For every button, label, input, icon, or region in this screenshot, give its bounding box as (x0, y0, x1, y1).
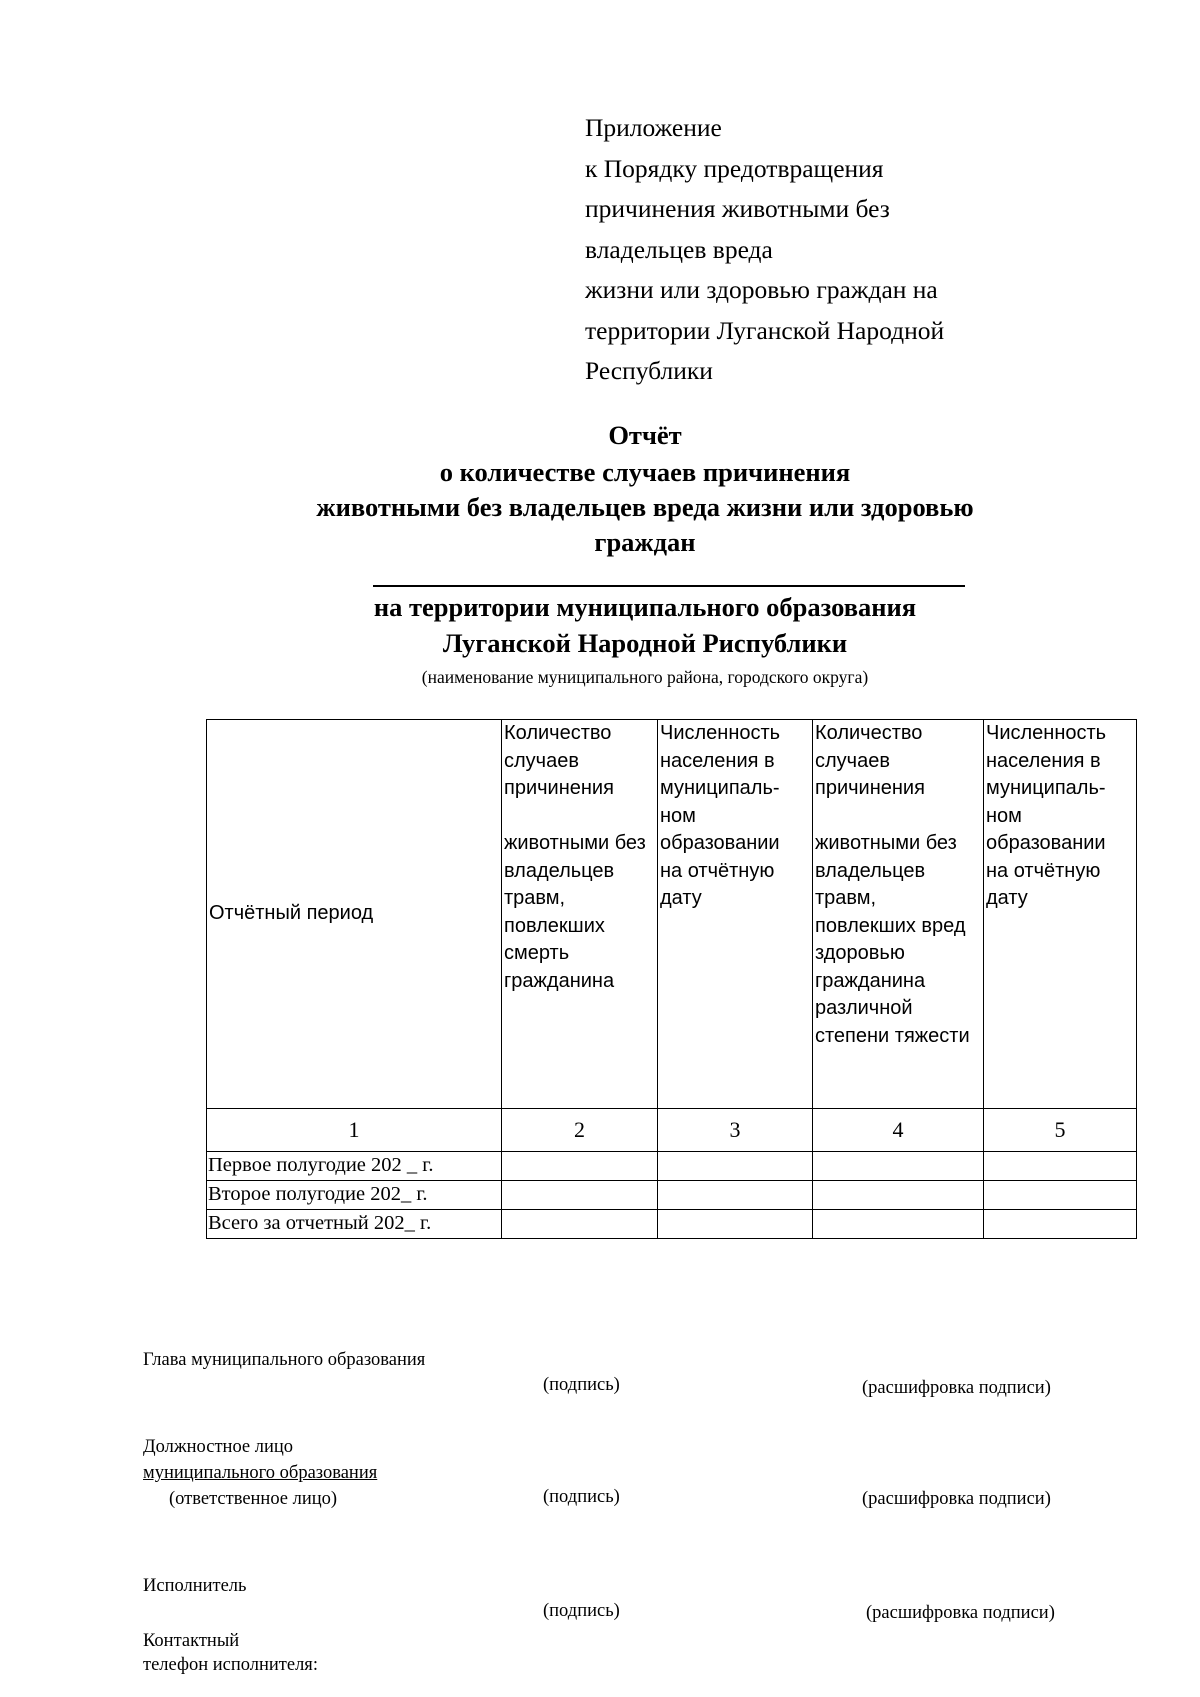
appendix-line: жизни или здоровью граждан на (585, 275, 938, 304)
report-table (206, 719, 1137, 1239)
signature-decoding-caption: (расшифровка подписи) (862, 1378, 1051, 1398)
appendix-line: Приложение (585, 113, 722, 142)
data-cell[interactable] (984, 1181, 1137, 1210)
signature-decoding-caption: (расшифровка подписи) (866, 1603, 1055, 1623)
signature-decoding-caption: (расшифровка подписи) (862, 1489, 1051, 1509)
table-row (207, 1210, 1137, 1239)
report-subtitle-line: животными без владельцев вреда жизни или здоровью (316, 492, 974, 522)
appendix-block (585, 108, 1145, 392)
header-cell-period: Отчётный период (207, 720, 502, 1109)
column-number: 4 (813, 1109, 984, 1152)
table-row (207, 1181, 1137, 1210)
table-header-row (207, 720, 1137, 1109)
appendix-line: территории Луганской Народной (585, 315, 945, 345)
official-label-line: (ответственное лицо) (169, 1489, 338, 1509)
data-cell[interactable] (984, 1210, 1137, 1239)
data-cell[interactable] (813, 1181, 984, 1210)
data-cell[interactable] (984, 1152, 1137, 1181)
data-cell[interactable] (502, 1181, 658, 1210)
head-of-municipality-label: Глава муниципального образования (143, 1350, 426, 1370)
appendix-line: причинения животными без (585, 194, 890, 223)
column-number: 2 (502, 1109, 658, 1152)
contact-phone-label-line: Контактный (143, 1631, 240, 1651)
signature-caption: (подпись) (543, 1375, 620, 1395)
appendix-line: владельцев вреда (585, 234, 773, 264)
signature-caption: (подпись) (543, 1487, 620, 1507)
header-cell-population: Численность населения в муниципаль- ном образовании на отчётную дату (984, 720, 1137, 1109)
official-label-line: муниципального образования (143, 1463, 378, 1483)
executor-label: Исполнитель (143, 1576, 247, 1596)
data-cell[interactable] (658, 1210, 813, 1239)
appendix-line: Республики (585, 356, 713, 385)
header-cell-injuries: Количество случаев причинения животными без владельцев травм, повлекших вред здоровью гражданина различной степени тяжести (813, 720, 984, 1109)
period-cell: Первое полугодие 202 _ г. (207, 1152, 502, 1181)
signature-caption: (подпись) (543, 1601, 620, 1621)
official-label-line: Должностное лицо (143, 1437, 294, 1457)
report-territory-line: на территории муниципального образования (373, 592, 917, 622)
data-cell[interactable] (813, 1152, 984, 1181)
table-row (207, 1152, 1137, 1181)
report-subtitle-line: о количестве случаев причинения (439, 457, 851, 487)
column-number-row (207, 1109, 1137, 1152)
appendix-line: к Порядку предотвращения (585, 153, 884, 183)
report-subtitle-line: граждан (594, 527, 696, 557)
report-territory-line: Луганской Народной Риспублики (442, 628, 848, 658)
header-cell-population: Численность населения в муниципаль- ном образовании на отчётную дату (658, 720, 813, 1109)
report-title: Отчёт (608, 420, 682, 450)
contact-phone-label-line: телефон исполнителя: (143, 1655, 318, 1675)
column-number: 3 (658, 1109, 813, 1152)
data-cell[interactable] (658, 1152, 813, 1181)
data-cell[interactable] (502, 1152, 658, 1181)
period-cell: Второе полугодие 202_ г. (207, 1181, 502, 1210)
data-cell[interactable] (502, 1210, 658, 1239)
column-number: 1 (207, 1109, 502, 1152)
territory-caption: (наименование муниципального района, городского округа) (421, 667, 869, 687)
data-cell[interactable] (658, 1181, 813, 1210)
fill-in-line (373, 585, 965, 587)
data-cell[interactable] (813, 1210, 984, 1239)
period-cell: Всего за отчетный 202_ г. (207, 1210, 502, 1239)
header-cell-deaths: Количество случаев причинения животными без владельцев травм, повлекших смерть гражданина (502, 720, 658, 1109)
column-number: 5 (984, 1109, 1137, 1152)
